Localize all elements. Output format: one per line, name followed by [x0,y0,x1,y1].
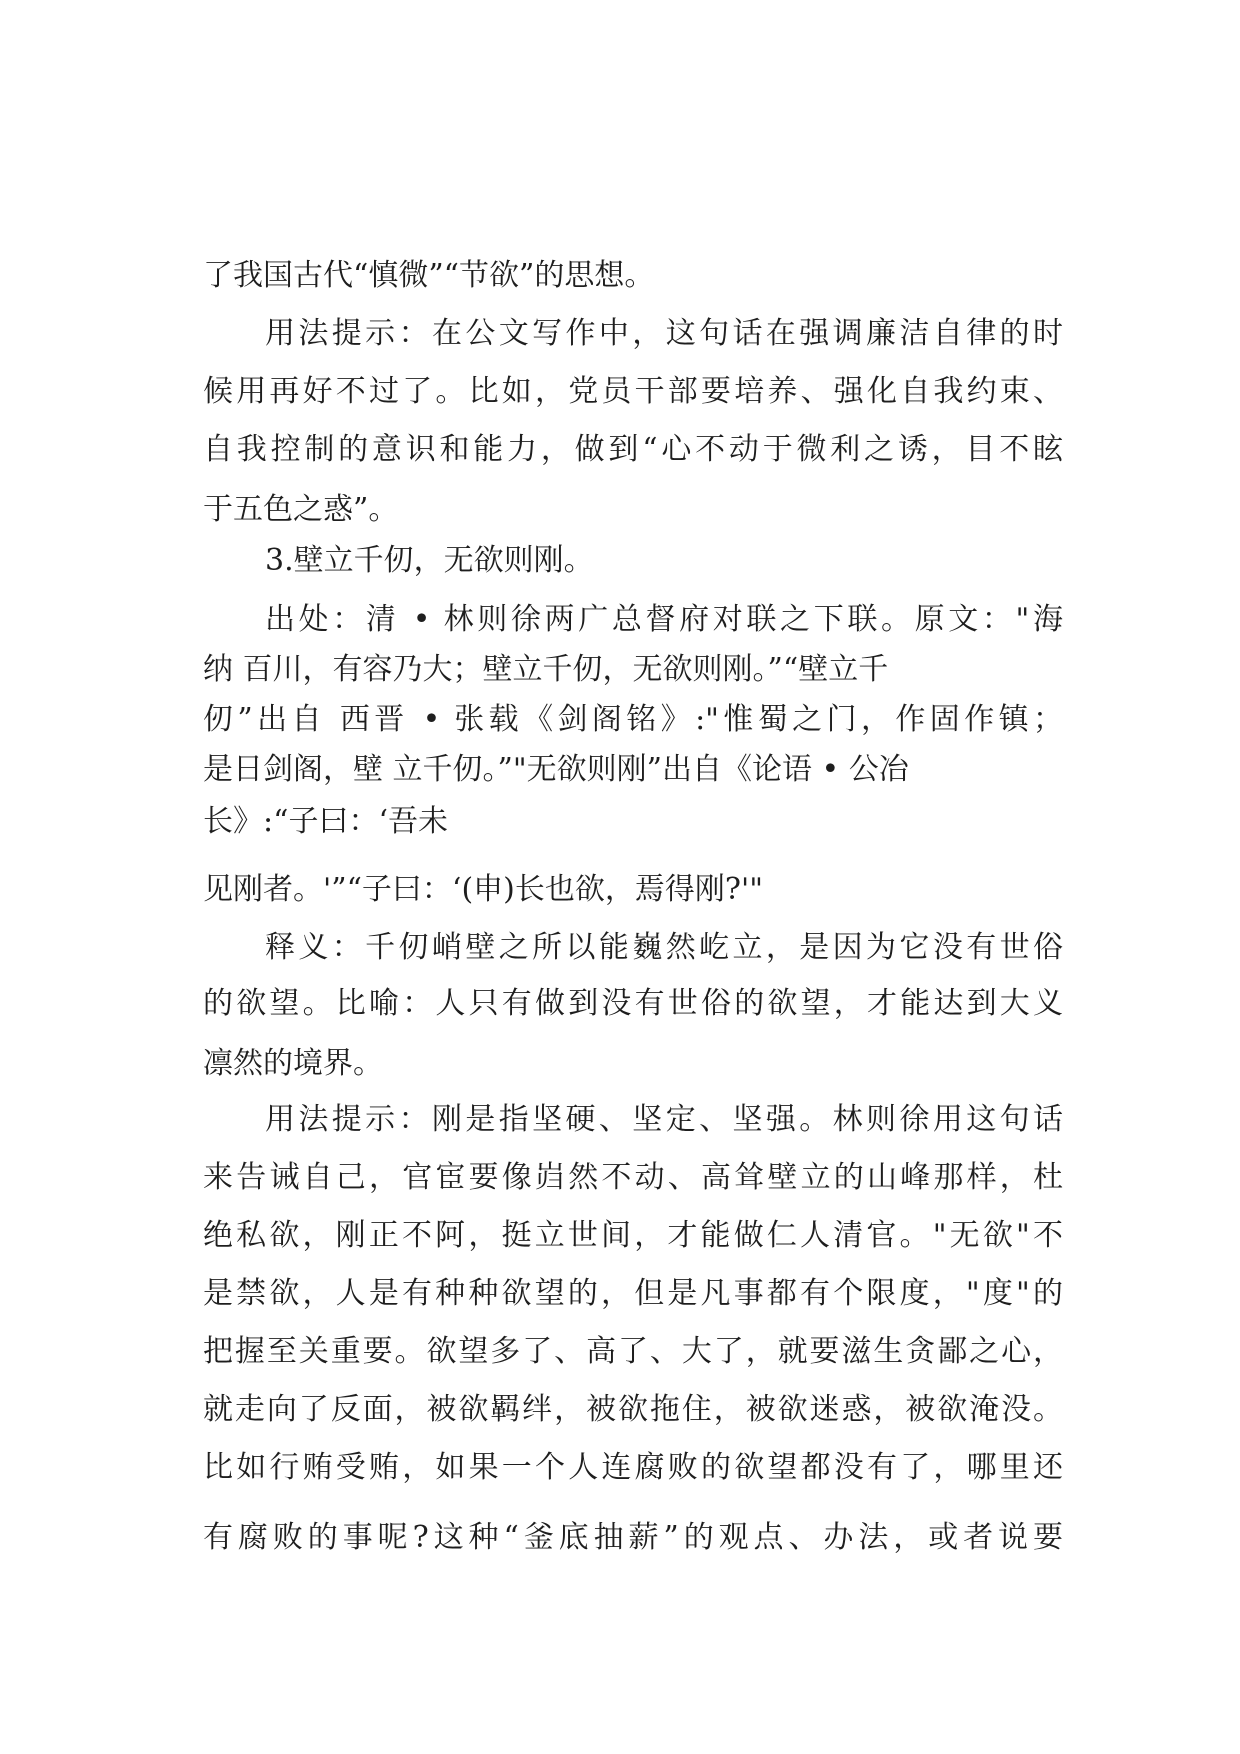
text-line: 是禁欲，人是有种种欲望的，但是凡事都有个限度，"度"的 [203,1276,1063,1311]
text-line: 的欲望。比喻：人只有做到没有世俗的欲望，才能达到大义 [203,986,1063,1021]
text-line: 了我国古代“慎微”“节欲”的思想。 [203,258,655,293]
text-line: 比如行贿受贿，如果一个人连腐败的欲望都没有了，哪里还 [203,1450,1063,1485]
text-line: 于五色之惑”。 [203,492,399,527]
text-line: 来告诫自己，官宦要像岿然不动、高耸壁立的山峰那样，杜 [203,1160,1063,1195]
paragraph-usage-tip: 用法提示：刚是指坚硬、坚定、坚强。林则徐用这句话 [265,1102,1063,1137]
paragraph-usage-tip: 用法提示：在公文写作中，这句话在强调廉洁自律的时 [265,316,1063,351]
section-heading: 3.壁立千仞，无欲则刚。 [265,543,594,578]
text-line: 有腐败的事呢?这种“釜底抽薪”的观点、办法，或者说要 [203,1520,1063,1555]
text-line: 见刚者。'”“子曰：‘(申)长也欲，焉得刚?'" [203,872,763,907]
paragraph-source: 出处：清 • 林则徐两广总督府对联之下联。原文："海 [265,602,1063,637]
text-line: 是日剑阁，壁 立千仞。”"无欲则刚”出自《论语 • 公冶 [203,752,909,787]
text-line: 候用再好不过了。比如，党员干部要培养、强化自我约束、 [203,374,1063,409]
text-line: 就走向了反面，被欲羁绊，被欲拖住，被欲迷惑，被欲淹没。 [203,1392,1063,1427]
text-line: 凛然的境界。 [203,1046,383,1081]
text-line: 长》:“子曰：‘吾未 [203,804,448,839]
paragraph-meaning: 释义：千仞峭壁之所以能巍然屹立，是因为它没有世俗 [265,930,1063,965]
text-line: 自我控制的意识和能力，做到“心不动于微利之诱，目不眩 [203,432,1063,467]
text-line: 纳 百川，有容乃大；壁立千仞，无欲则刚。”“壁立千 [203,652,889,687]
text-line: 把握至关重要。欲望多了、高了、大了，就要滋生贪鄙之心， [203,1334,1063,1369]
text-line: 绝私欲，刚正不阿，挺立世间，才能做仁人清官。"无欲"不 [203,1218,1063,1253]
text-line: 仞”出自 西晋 • 张载《剑阁铭》:"惟蜀之门，作固作镇； [203,702,1063,737]
